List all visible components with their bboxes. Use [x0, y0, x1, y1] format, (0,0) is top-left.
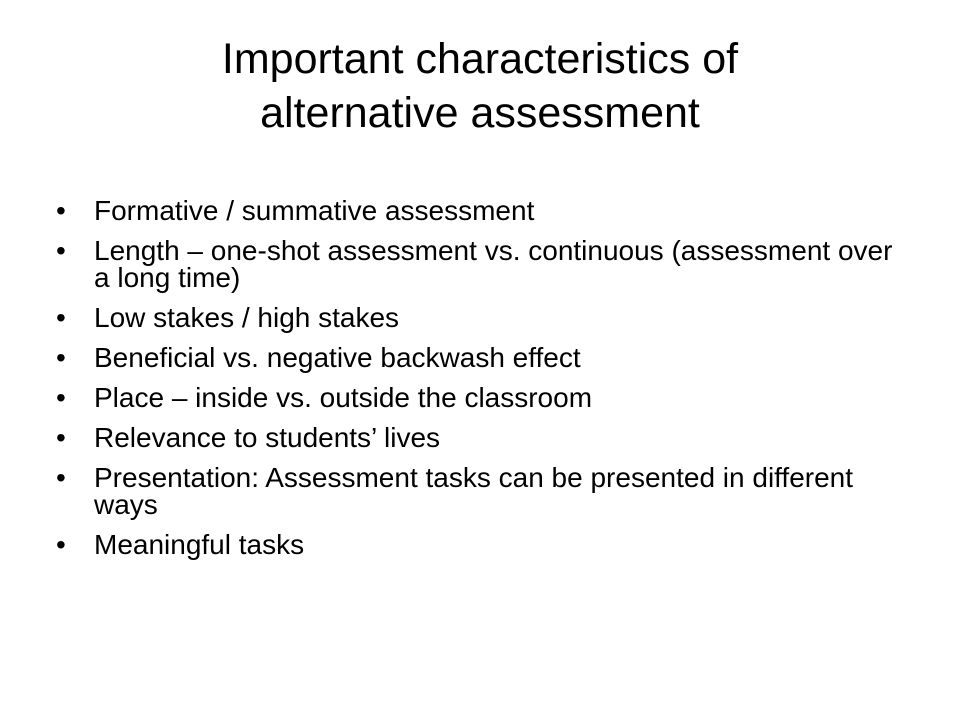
bullet-icon: •: [56, 462, 66, 493]
bullet-item-place: [56, 384, 896, 411]
bullet-icon: •: [56, 195, 66, 226]
bullet-icon: •: [56, 529, 66, 560]
bullet-icon: •: [56, 342, 66, 373]
bullet-item-relevance: [56, 424, 896, 451]
bullet-text: Formative / summative assessment: [94, 195, 535, 226]
slide-title: [80, 32, 880, 140]
bullet-text: Meaningful tasks: [94, 529, 305, 560]
bullet-text: Low stakes / high stakes: [94, 302, 400, 333]
bullet-text: Place – inside vs. outside the classroom: [94, 382, 593, 413]
bullet-item-length: [56, 237, 896, 291]
bullet-item-backwash: [56, 344, 896, 371]
bullet-icon: •: [56, 422, 66, 453]
bullet-icon: •: [56, 382, 66, 413]
bullet-icon: •: [56, 235, 66, 266]
title-line-2: alternative assessment: [260, 89, 700, 137]
bullet-text: Beneficial vs. negative backwash effect: [94, 342, 581, 373]
bullet-item-presentation: [56, 464, 896, 518]
bullet-item-formative-summative: [56, 197, 896, 224]
bullet-text: Length – one-shot assessment vs. continuous (assessment over a long time): [94, 235, 893, 293]
bullet-text: Presentation: Assessment tasks can be presented in different ways: [94, 462, 854, 520]
bullet-item-meaningful-tasks: [56, 531, 896, 558]
bullet-icon: •: [56, 302, 66, 333]
bullet-list: [56, 197, 896, 571]
bullet-item-stakes: [56, 304, 896, 331]
title-line-1: Important characteristics of: [221, 35, 739, 83]
bullet-text: Relevance to students’ lives: [94, 422, 441, 453]
